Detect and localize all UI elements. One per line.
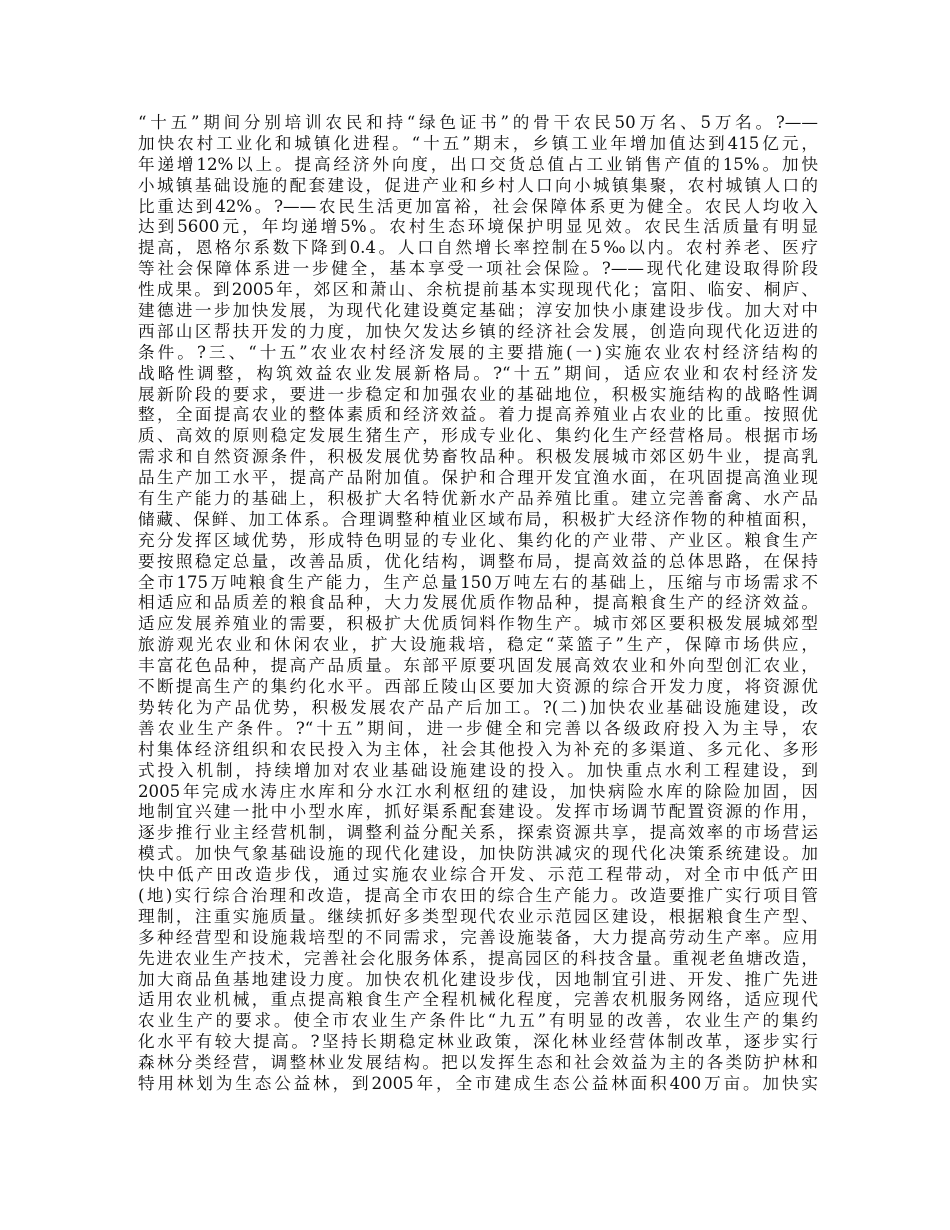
- text-line: 等社会保障体系进一步健全，基本享受一项社会保险。?——现代化建设取得阶段: [138, 259, 818, 279]
- text-line: 化水平有较大提高。?坚持长期稳定林业政策，深化林业经营体制改革，逐步实行: [138, 1032, 818, 1052]
- text-line: 多种经营型和设施栽培型的不同需求，完善设施装备，大力提高劳动生产率。应用: [138, 927, 818, 947]
- text-line: 村集体经济组织和农民投入为主体，社会其他投入为补充的多渠道、多元化、多形: [138, 739, 818, 759]
- text-line: 充分发挥区域优势，形成特色明显的专业化、集约化的产业带、产业区。粮食生产: [138, 530, 818, 550]
- text-line: (地)实行综合治理和改造，提高全市农田的综合生产能力。改造要推广实行项目管: [138, 885, 818, 905]
- text-line: 性成果。到2005年，郊区和萧山、余杭提前基本实现现代化；富阳、临安、桐庐、: [138, 280, 818, 300]
- text-line: 善农业生产条件。?“十五”期间，进一步健全和完善以各级政府投入为主导，农: [138, 718, 818, 738]
- text-line: 加快农村工业化和城镇化进程。“十五”期末，乡镇工业年增加值达到415亿元，: [138, 133, 818, 153]
- text-line: 品生产加工水平，提高产品附加值。保护和合理开发宜渔水面，在巩固提高渔业现: [138, 468, 818, 488]
- text-line: 战略性调整，构筑效益农业发展新格局。?“十五”期间，适应农业和农村经济发: [138, 363, 818, 383]
- text-line: 理制，注重实施质量。继续抓好多类型现代农业示范园区建设，根据粮食生产型、: [138, 906, 818, 926]
- text-line: 达到5600元，年均递增5%。农村生态环境保护明显见效。农民生活质量有明显: [138, 217, 818, 237]
- text-line: 势转化为产品优势，积极发展农产品产后加工。?(二)加快农业基础设施建设，改: [138, 697, 818, 717]
- text-line: 质、高效的原则稳定发展生猪生产，形成专业化、集约化生产经营格局。根据市场: [138, 426, 818, 446]
- text-line: 农业生产的要求。使全市农业生产条件比“九五”有明显的改善，农业生产的集约: [138, 1011, 818, 1031]
- text-line: 式投入机制，持续增加对农业基础设施建设的投入。加快重点水利工程建设，到: [138, 760, 818, 780]
- text-line: 全市175万吨粮食生产能力，生产总量150万吨左右的基础上，压缩与市场需求不: [138, 572, 818, 592]
- text-line: 相适应和品质差的粮食品种，大力发展优质作物品种，提高粮食生产的经济效益。: [138, 593, 818, 613]
- text-line: 模式。加快气象基础设施的现代化建设，加快防洪减灾的现代化决策系统建设。加: [138, 844, 818, 864]
- text-line: 特用林划为生态公益林，到2005年，全市建成生态公益林面积400万亩。加快实: [138, 1073, 818, 1093]
- text-line: 适用农业机械，重点提高粮食生产全程机械化程度，完善农机服务网络，适应现代: [138, 990, 818, 1010]
- text-line: 先进农业生产技术，完善社会化服务体系，提高园区的科技含量。重视老鱼塘改造，: [138, 948, 818, 968]
- text-line: “十五”期间分别培训农民和持“绿色证书”的骨干农民50万名、5万名。?——: [138, 113, 818, 132]
- text-line: 整，全面提高农业的整体素质和经济效益。着力提高养殖业占农业的比重。按照优: [138, 405, 818, 425]
- text-line: 年递增12%以上。提高经济外向度，出口交货总值占工业销售产值的15%。加快: [138, 154, 818, 174]
- text-line: 建德进一步加快发展，为现代化建设奠定基础；淳安加快小康建设步伐。加大对中: [138, 301, 818, 321]
- text-line: 比重达到42%。?——农民生活更加富裕，社会保障体系更为健全。农民人均收入: [138, 196, 818, 216]
- text-line: 适应发展养殖业的需要，积极扩大优质饲料作物生产。城市郊区要积极发展城郊型: [138, 614, 818, 634]
- text-line: 不断提高生产的集约化水平。西部丘陵山区要加大资源的综合开发力度，将资源优: [138, 677, 818, 697]
- text-line: 旅游观光农业和休闲农业，扩大设施栽培，稳定“菜篮子”生产，保障市场供应，: [138, 635, 818, 655]
- text-line: 快中低产田改造步伐，通过实施农业综合开发、示范工程带动，对全市中低产田: [138, 865, 818, 885]
- text-line: 要按照稳定总量，改善品质，优化结构，调整布局，提高效益的总体思路，在保持: [138, 551, 818, 571]
- text-line: 小城镇基础设施的配套建设，促进产业和乡村人口向小城镇集聚，农村城镇人口的: [138, 175, 818, 195]
- text-line: 西部山区帮扶开发的力度，加快欠发达乡镇的经济社会发展，创造向现代化迈进的: [138, 321, 818, 341]
- text-line: 条件。?三、“十五”农业农村经济发展的主要措施(一)实施农业农村经济结构的: [138, 342, 818, 362]
- text-line: 有生产能力的基础上，积极扩大名特优新水产品养殖比重。建立完善畜禽、水产品: [138, 489, 818, 509]
- text-line: 森林分类经营，调整林业发展结构。把以发挥生态和社会效益为主的各类防护林和: [138, 1053, 818, 1073]
- text-line: 展新阶段的要求，要进一步稳定和加强农业的基础地位，积极实施结构的战略性调: [138, 384, 818, 404]
- text-line: 加大商品鱼基地建设力度。加快农机化建设步伐，因地制宜引进、开发、推广先进: [138, 969, 818, 989]
- text-line: 2005年完成水涛庄水库和分水江水利枢纽的建设，加快病险水库的除险加固，因: [138, 781, 818, 801]
- text-line: 地制宜兴建一批中小型水库，抓好渠系配套建设。发挥市场调节配置资源的作用，: [138, 802, 818, 822]
- text-line: 逐步推行业主经营机制，调整利益分配关系，探索资源共享，提高效率的市场营运: [138, 823, 818, 843]
- text-line: 需求和自然资源条件，积极发展优势畜牧品种。积极发展城市郊区奶牛业，提高乳: [138, 447, 818, 467]
- text-line: 提高，恩格尔系数下降到0.4。人口自然增长率控制在5‰以内。农村养老、医疗: [138, 238, 818, 258]
- text-line: 丰富花色品种，提高产品质量。东部平原要巩固发展高效农业和外向型创汇农业，: [138, 656, 818, 676]
- body-text: [138, 113, 818, 1095]
- text-line: 储藏、保鲜、加工体系。合理调整种植业区域布局，积极扩大经济作物的种植面积，: [138, 509, 818, 529]
